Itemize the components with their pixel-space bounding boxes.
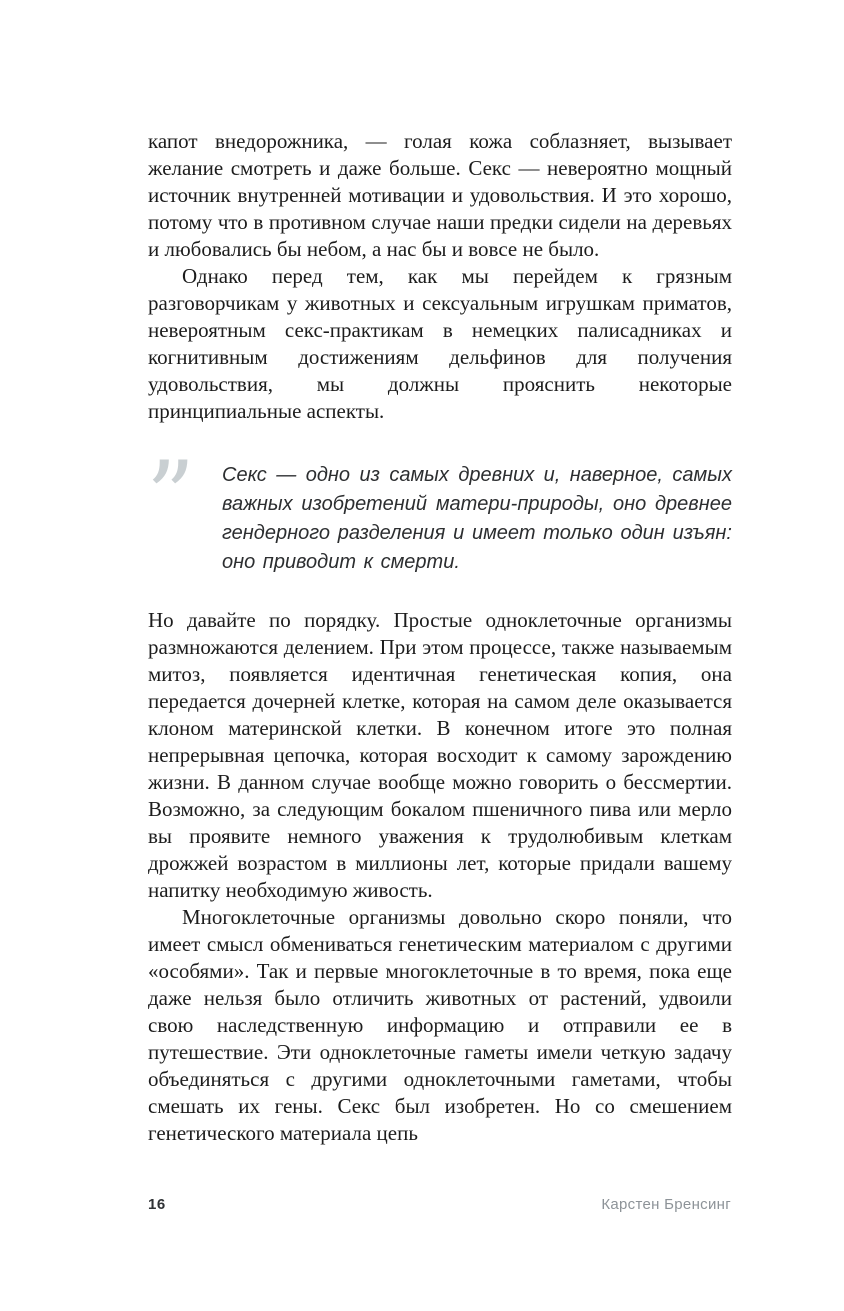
- pull-quote: [146, 441, 732, 577]
- paragraph: Но давайте по порядку. Простые одноклеточные организмы размножаются делением. При этом процессе, также называемым митоз, появляется идентичная генетическая копия, она передается дочерней клетке, которая на самом деле оказывается клоном материнской клетки. В конечном итоге это полная непрерывная цепочка, которая восходит к самому зарождению жизни. В данном случае вообще можно говорить о бессмертии. Возможно, за следующим бокалом пшеничного пива или мерло вы проявите немного уважения к трудолюбивым клеткам дрожжей возрастом в миллионы лет, которые придали вашему напитку необходимую живость.: [148, 608, 732, 902]
- quote-text: Секс — одно из самых древних и, наверное, самых важных изобретений матери-природы, оно древнее гендерного разделения и имеет только один изъян: оно приводит к смерти.: [222, 464, 732, 573]
- paragraph: Однако перед тем, как мы перейдем к грязным разговорчикам у животных и сексуальным игрушкам приматов, невероятным секс-практикам в немецких палисадниках и когнитивным достижениям дельфинов для получения удовольствия, мы должны прояснить некоторые принципиальные аспекты.: [148, 264, 732, 423]
- page-number: 16: [148, 1196, 166, 1213]
- running-author: Карстен Бренсинг: [601, 1196, 731, 1213]
- quotation-mark-icon: ”: [146, 441, 192, 553]
- paragraph: Многоклеточные организмы довольно скоро поняли, что имеет смысл обмениваться генетическим материалом с другими «особями». Так и первые многоклеточные в то время, пока еще даже нельзя было отличить животных от растений, удвоили свою наследственную информацию и отправили ее в путешествие. Эти одноклеточные гаметы имели четкую задачу объединяться с другими одноклеточными гаметами, чтобы смешать их гены. Секс был изобретен. Но со смешением генетического материала цепь: [148, 905, 732, 1145]
- paragraph: капот внедорожника, — голая кожа соблазняет, вызывает желание смотреть и даже больше. Секс — невероятно мощный источник внутренней мотивации и удовольствия. И это хорошо, потому что в противном случае наши предки сидели на деревьях и любовались бы небом, а нас бы и вовсе не было.: [148, 129, 732, 261]
- page-body: [148, 128, 732, 1147]
- page-footer: [148, 1196, 731, 1213]
